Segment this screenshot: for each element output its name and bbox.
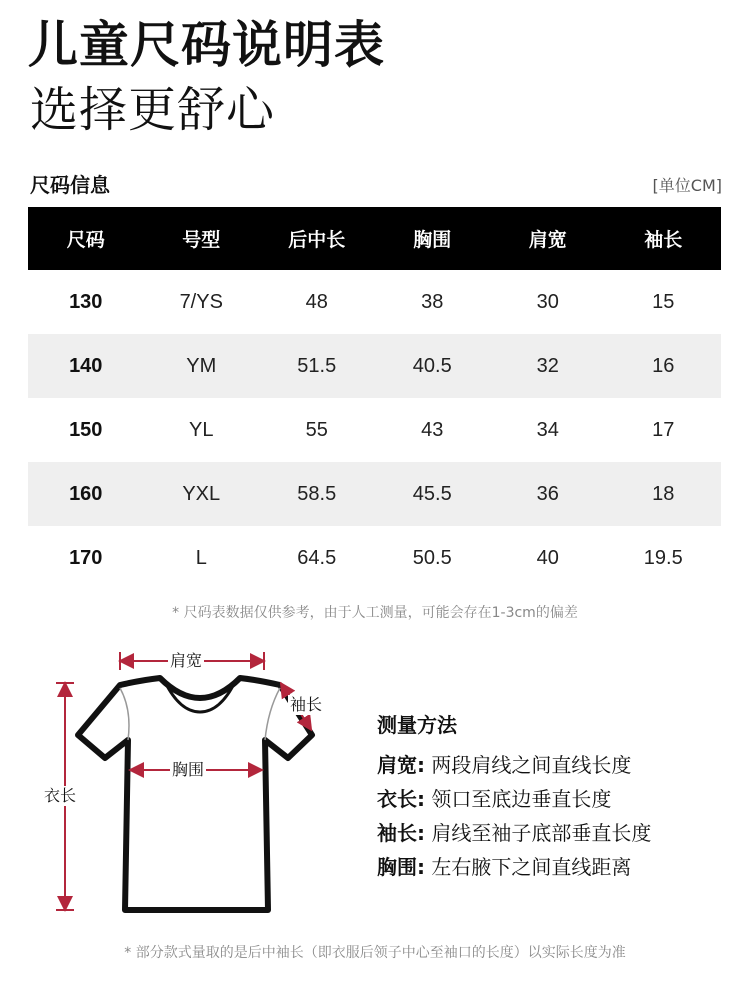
column-header-sleeve: 袖长 (644, 229, 683, 251)
tshirt-outline-icon (20, 640, 350, 920)
page-title: 儿童尺码说明表 (28, 16, 385, 74)
cell-chest: 45.5 (412, 482, 452, 505)
table-row (28, 398, 721, 462)
cell-shoulder: 32 (536, 354, 559, 377)
method-item (377, 816, 651, 850)
size-table-note: * 尺码表数据仅供参考，由于人工测量，可能会存在1-3cm的偏差 (172, 605, 578, 621)
column-header-back-length: 后中长 (288, 229, 346, 251)
method-desc: 领口至底边垂直长度 (425, 787, 612, 811)
method-key: 衣长: (377, 787, 425, 811)
method-key: 袖长: (377, 821, 425, 845)
column-header-chest: 胸围 (413, 229, 452, 251)
sleeve-label: 袖长 (290, 695, 323, 714)
table-row (28, 270, 721, 334)
column-header-shoulder: 肩宽 (528, 229, 567, 251)
table-row (28, 334, 721, 398)
cell-back-length: 58.5 (297, 482, 337, 505)
size-table-header (28, 207, 721, 270)
cell-size: 130 (69, 290, 103, 313)
method-key: 肩宽: (377, 753, 425, 777)
measurement-method (377, 710, 651, 884)
page-subtitle: 选择更舒心 (30, 82, 276, 138)
column-header-model: 号型 (182, 229, 221, 251)
tshirt-diagram (20, 640, 350, 920)
cell-sleeve: 15 (652, 290, 675, 313)
unit-label: [单位CM] (652, 176, 722, 195)
cell-size: 150 (69, 418, 103, 441)
cell-model: L (195, 546, 207, 569)
cell-back-length: 64.5 (297, 546, 337, 569)
cell-sleeve: 17 (652, 418, 675, 441)
method-item (377, 748, 651, 782)
column-header-size: 尺码 (66, 229, 105, 251)
table-row (28, 462, 721, 526)
cell-model: YM (186, 354, 217, 377)
cell-model: YL (189, 418, 214, 441)
cell-size: 160 (69, 482, 103, 505)
cell-back-length: 55 (305, 418, 328, 441)
footer-note: * 部分款式量取的是后中袖长（即衣服后领子中心至袖口的长度）以实际长度为准 (124, 945, 626, 961)
cell-sleeve: 18 (652, 482, 675, 505)
method-title: 测量方法 (377, 713, 457, 737)
cell-shoulder: 30 (536, 290, 559, 313)
cell-sleeve: 19.5 (643, 546, 683, 569)
method-desc: 两段肩线之间直线长度 (425, 753, 632, 777)
cell-model: YXL (182, 482, 221, 505)
cell-chest: 50.5 (412, 546, 452, 569)
shoulder-label: 肩宽 (170, 651, 203, 670)
table-row (28, 526, 721, 590)
chest-label: 胸围 (172, 760, 205, 779)
cell-sleeve: 16 (652, 354, 675, 377)
method-key: 胸围: (377, 855, 425, 879)
cell-size: 170 (69, 546, 103, 569)
cell-back-length: 51.5 (297, 354, 337, 377)
cell-chest: 40.5 (412, 354, 452, 377)
method-item (377, 850, 651, 884)
cell-shoulder: 34 (536, 418, 559, 441)
size-table (28, 207, 721, 590)
cell-model: 7/YS (179, 290, 223, 313)
cell-back-length: 48 (305, 290, 328, 313)
cell-chest: 38 (421, 290, 444, 313)
method-desc: 肩线至袖子底部垂直长度 (425, 821, 652, 845)
method-desc: 左右腋下之间直线距离 (425, 855, 632, 879)
method-item (377, 782, 651, 816)
cell-chest: 43 (421, 418, 444, 441)
cell-size: 140 (69, 354, 103, 377)
cell-shoulder: 36 (536, 482, 559, 505)
length-label: 衣长 (44, 786, 77, 805)
size-info-heading: 尺码信息 (30, 173, 110, 197)
cell-shoulder: 40 (536, 546, 559, 569)
